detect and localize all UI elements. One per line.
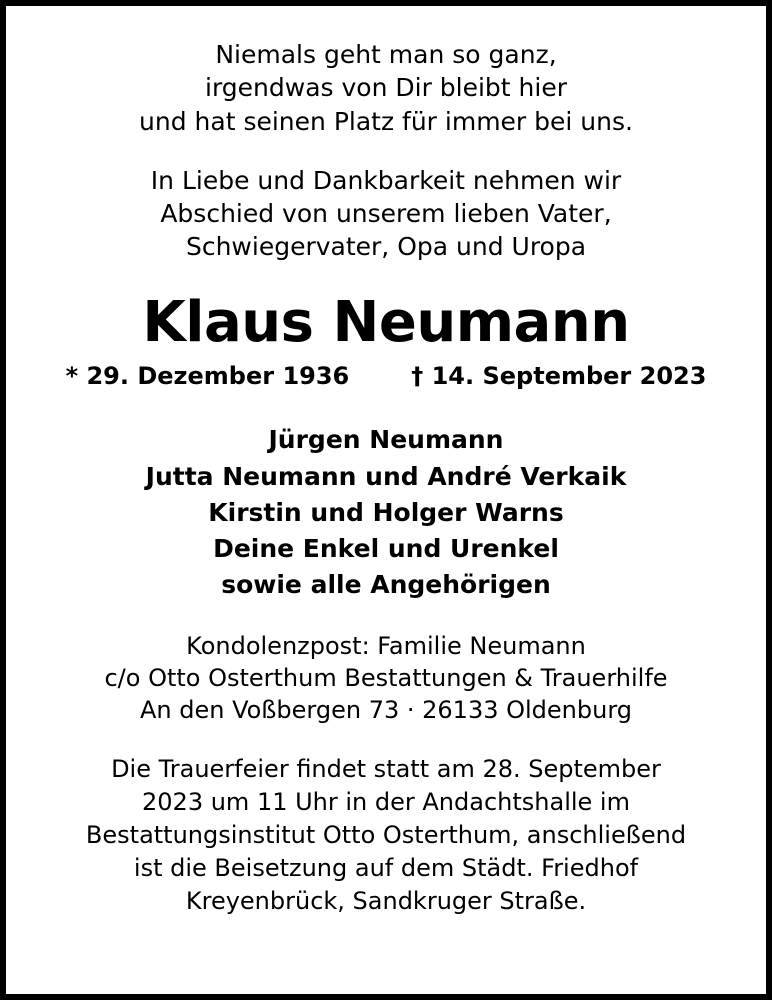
condolence-line: An den Voßbergen 73 · 26133 Oldenburg (139, 696, 633, 725)
life-dates (46, 362, 726, 390)
family-line: Jutta Neumann und André Verkaik (145, 461, 627, 491)
ceremony-line: ist die Beisetzung auf dem Städt. Friedhof (133, 854, 639, 883)
poem-line: irgendwas von Dir bleibt hier (205, 73, 567, 103)
ceremony-details (46, 753, 726, 919)
condolence-line: c/o Otto Osterthum Bestattungen & Trauerhilfe (104, 663, 668, 692)
family-line: Deine Enkel und Urenkel (213, 534, 559, 564)
birth-date: * 29. Dezember 1936 (65, 362, 350, 391)
intro-line: Abschied von unserem lieben Vater, (160, 199, 612, 228)
family-line: Kirstin und Holger Warns (208, 497, 564, 527)
family-members (46, 422, 726, 603)
intro-line: In Liebe und Dankbarkeit nehmen wir (150, 165, 622, 195)
condolence-line: Kondolenzpost: Familie Neumann (186, 631, 586, 660)
poem-line: und hat seinen Platz für immer bei uns. (139, 106, 633, 136)
condolence-address (46, 630, 726, 727)
family-line: sowie alle Angehörigen (221, 570, 551, 600)
family-line: Jürgen Neumann (268, 425, 504, 455)
poem-line: Niemals geht man so ganz, (215, 40, 557, 69)
ceremony-line: Die Trauerfeier findet statt am 28. September (111, 754, 661, 783)
poem-verse (46, 38, 726, 138)
death-date: † 14. September 2023 (411, 362, 707, 391)
deceased-name: Klaus Neumann (142, 289, 630, 355)
ceremony-line: 2023 um 11 Uhr in der Andachtshalle im (142, 787, 630, 816)
ceremony-line: Bestattungsinstitut Otto Osterthum, anschließend (85, 820, 687, 849)
ceremony-line: Kreyenbrück, Sandkruger Straße. (185, 887, 587, 916)
intro-line: Schwiegervater, Opa und Uropa (185, 232, 587, 262)
intro-text (46, 164, 726, 264)
